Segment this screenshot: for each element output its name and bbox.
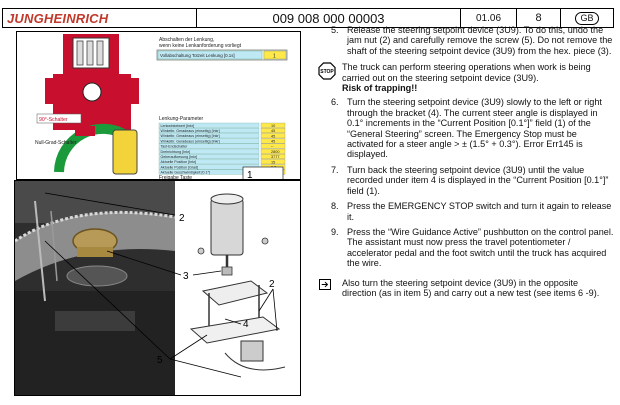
param-label: Aktuelle Geschwindigkeit [0.1*]	[160, 170, 210, 175]
callout-2-drawing: 2	[269, 279, 275, 290]
step-number: 9.	[331, 226, 339, 237]
steering-wheel-icon	[83, 83, 101, 101]
param-value: 2800	[271, 149, 280, 154]
param-value: 45	[271, 129, 276, 134]
panel-title-line-1: Abschalten der Lenkung,	[159, 37, 215, 43]
logo-text: JUNGHEINRICH	[7, 10, 109, 26]
param-label: Winkelbr. Geradeaus (einseitig) [Inkr]	[160, 139, 220, 144]
stop-icon-text: STOP	[320, 69, 334, 76]
panel-title-line-2: wenn keine Lenkanforderung vorliegt	[159, 43, 241, 49]
param-label: Drehrichtung [Inkr]	[160, 149, 191, 154]
label-zero-switch: Null-Grad-Schalter	[35, 140, 77, 146]
freigabe-label: Freigabe Taste	[159, 175, 192, 180]
stop-warning-text: The truck can perform steering operations when work is being carried out on the steering setpoint device (3U9).	[342, 62, 591, 83]
callout-3-hex-piece: 3	[183, 271, 189, 282]
setpoint-device-figure	[14, 180, 301, 396]
steering-screen-illustration	[17, 32, 301, 180]
panel-field-label: Vollabschaltung Totzeit Lenkung [0.1s]	[160, 53, 235, 58]
step-text: Turn back the steering setpoint device (3U9) until the value recorded under item 4 is displayed in the “Current Position [0.1°]” field (1).	[347, 164, 609, 196]
step-number: 5.	[331, 25, 339, 35]
document-version: 01.06	[461, 9, 517, 27]
param-label: Geberaufloesung [Inkr]	[160, 155, 198, 159]
callout-4-bracket: 4	[243, 319, 249, 330]
param-value: 15	[271, 160, 276, 165]
param-label: Tast-Endschalter	[160, 144, 188, 149]
step-text: Press the EMERGENCY STOP switch and turn it again to release it.	[347, 201, 612, 222]
arrow-right-icon	[319, 279, 331, 290]
step-text: Turn the steering setpoint device (3U9) slowly to the left or right through the bracket (4). The current steer angle is displayed in 0.1° increments in the “Current Position [0.1°]” field (1) of the “General Steering” screen. The Emergency Stop must be activated for a steer angle > ± (1.5° + 0.3°). Error Err145 is displayed.	[347, 97, 602, 160]
param-label: Aktuelle Position [Grad]	[160, 165, 199, 170]
step-text: Release the steering setpoint device (3U9). To do this, undo the jam nut (2) and carefully remove the screw (5). Do not remove the shaft of the steering setpoint device (3U9) from the hex. piece (3).	[347, 25, 613, 56]
param-label: Lenkwinkelwert [Inkr]	[160, 123, 195, 128]
callout-2-jam-nut: 2	[179, 213, 185, 224]
drive-wheel-icon	[113, 130, 137, 174]
arrow-note-text: Also turn the steering setpoint device (3U9) in the opposite direction (as in item 5) and carry out a new test (see items 6 -9).	[342, 277, 600, 298]
param-table-header: Lenkung-Parameter	[159, 116, 204, 122]
step-9	[318, 227, 614, 269]
callout-1: 1	[247, 170, 253, 180]
panel-field-value: 1	[273, 53, 276, 60]
param-value: 45	[271, 134, 276, 139]
arrow-note	[318, 278, 614, 299]
setpoint-device-drawing	[211, 199, 243, 255]
param-label: Winkelbr. Geradeaus (einseitig) [Inkr]	[160, 129, 220, 133]
param-label: Aktuelle Position [Inkr]	[160, 160, 197, 165]
param-value: 3777	[271, 155, 280, 160]
stop-warning	[318, 62, 614, 93]
risk-of-trapping: Risk of trapping!!	[342, 83, 418, 94]
document-number: 009 008 000 00003	[197, 9, 461, 27]
param-value: 10	[271, 123, 276, 128]
stop-sign-icon	[318, 62, 336, 80]
step-text: Press the “Wire Guidance Active” pushbutton on the control panel. The assistant must now press the travel potentiometer / accelerator pedal and the foot switch until the truck has acquired the wire.	[347, 226, 614, 269]
param-value: 45	[271, 139, 276, 144]
step-number: 8.	[331, 201, 339, 212]
step-number: 6.	[331, 97, 339, 108]
label-90-switch: 90°-Schalter	[39, 117, 68, 123]
steering-screen-figure	[16, 31, 301, 180]
param-label: Winkelbr. Geradeaus (einseitig) [Inkr]	[160, 134, 220, 139]
page-number: 8	[517, 9, 561, 27]
step-5	[318, 25, 614, 56]
callout-5-screw: 5	[157, 355, 163, 366]
step-number: 7.	[331, 164, 339, 175]
instructions-column	[318, 25, 614, 298]
jungheinrich-logo	[3, 9, 197, 27]
step-6	[318, 97, 614, 159]
language-badge: GB	[575, 12, 598, 25]
step-7	[318, 165, 614, 196]
step-8	[318, 201, 614, 222]
param-value: --	[271, 144, 274, 149]
setpoint-device-illustration	[15, 181, 301, 396]
